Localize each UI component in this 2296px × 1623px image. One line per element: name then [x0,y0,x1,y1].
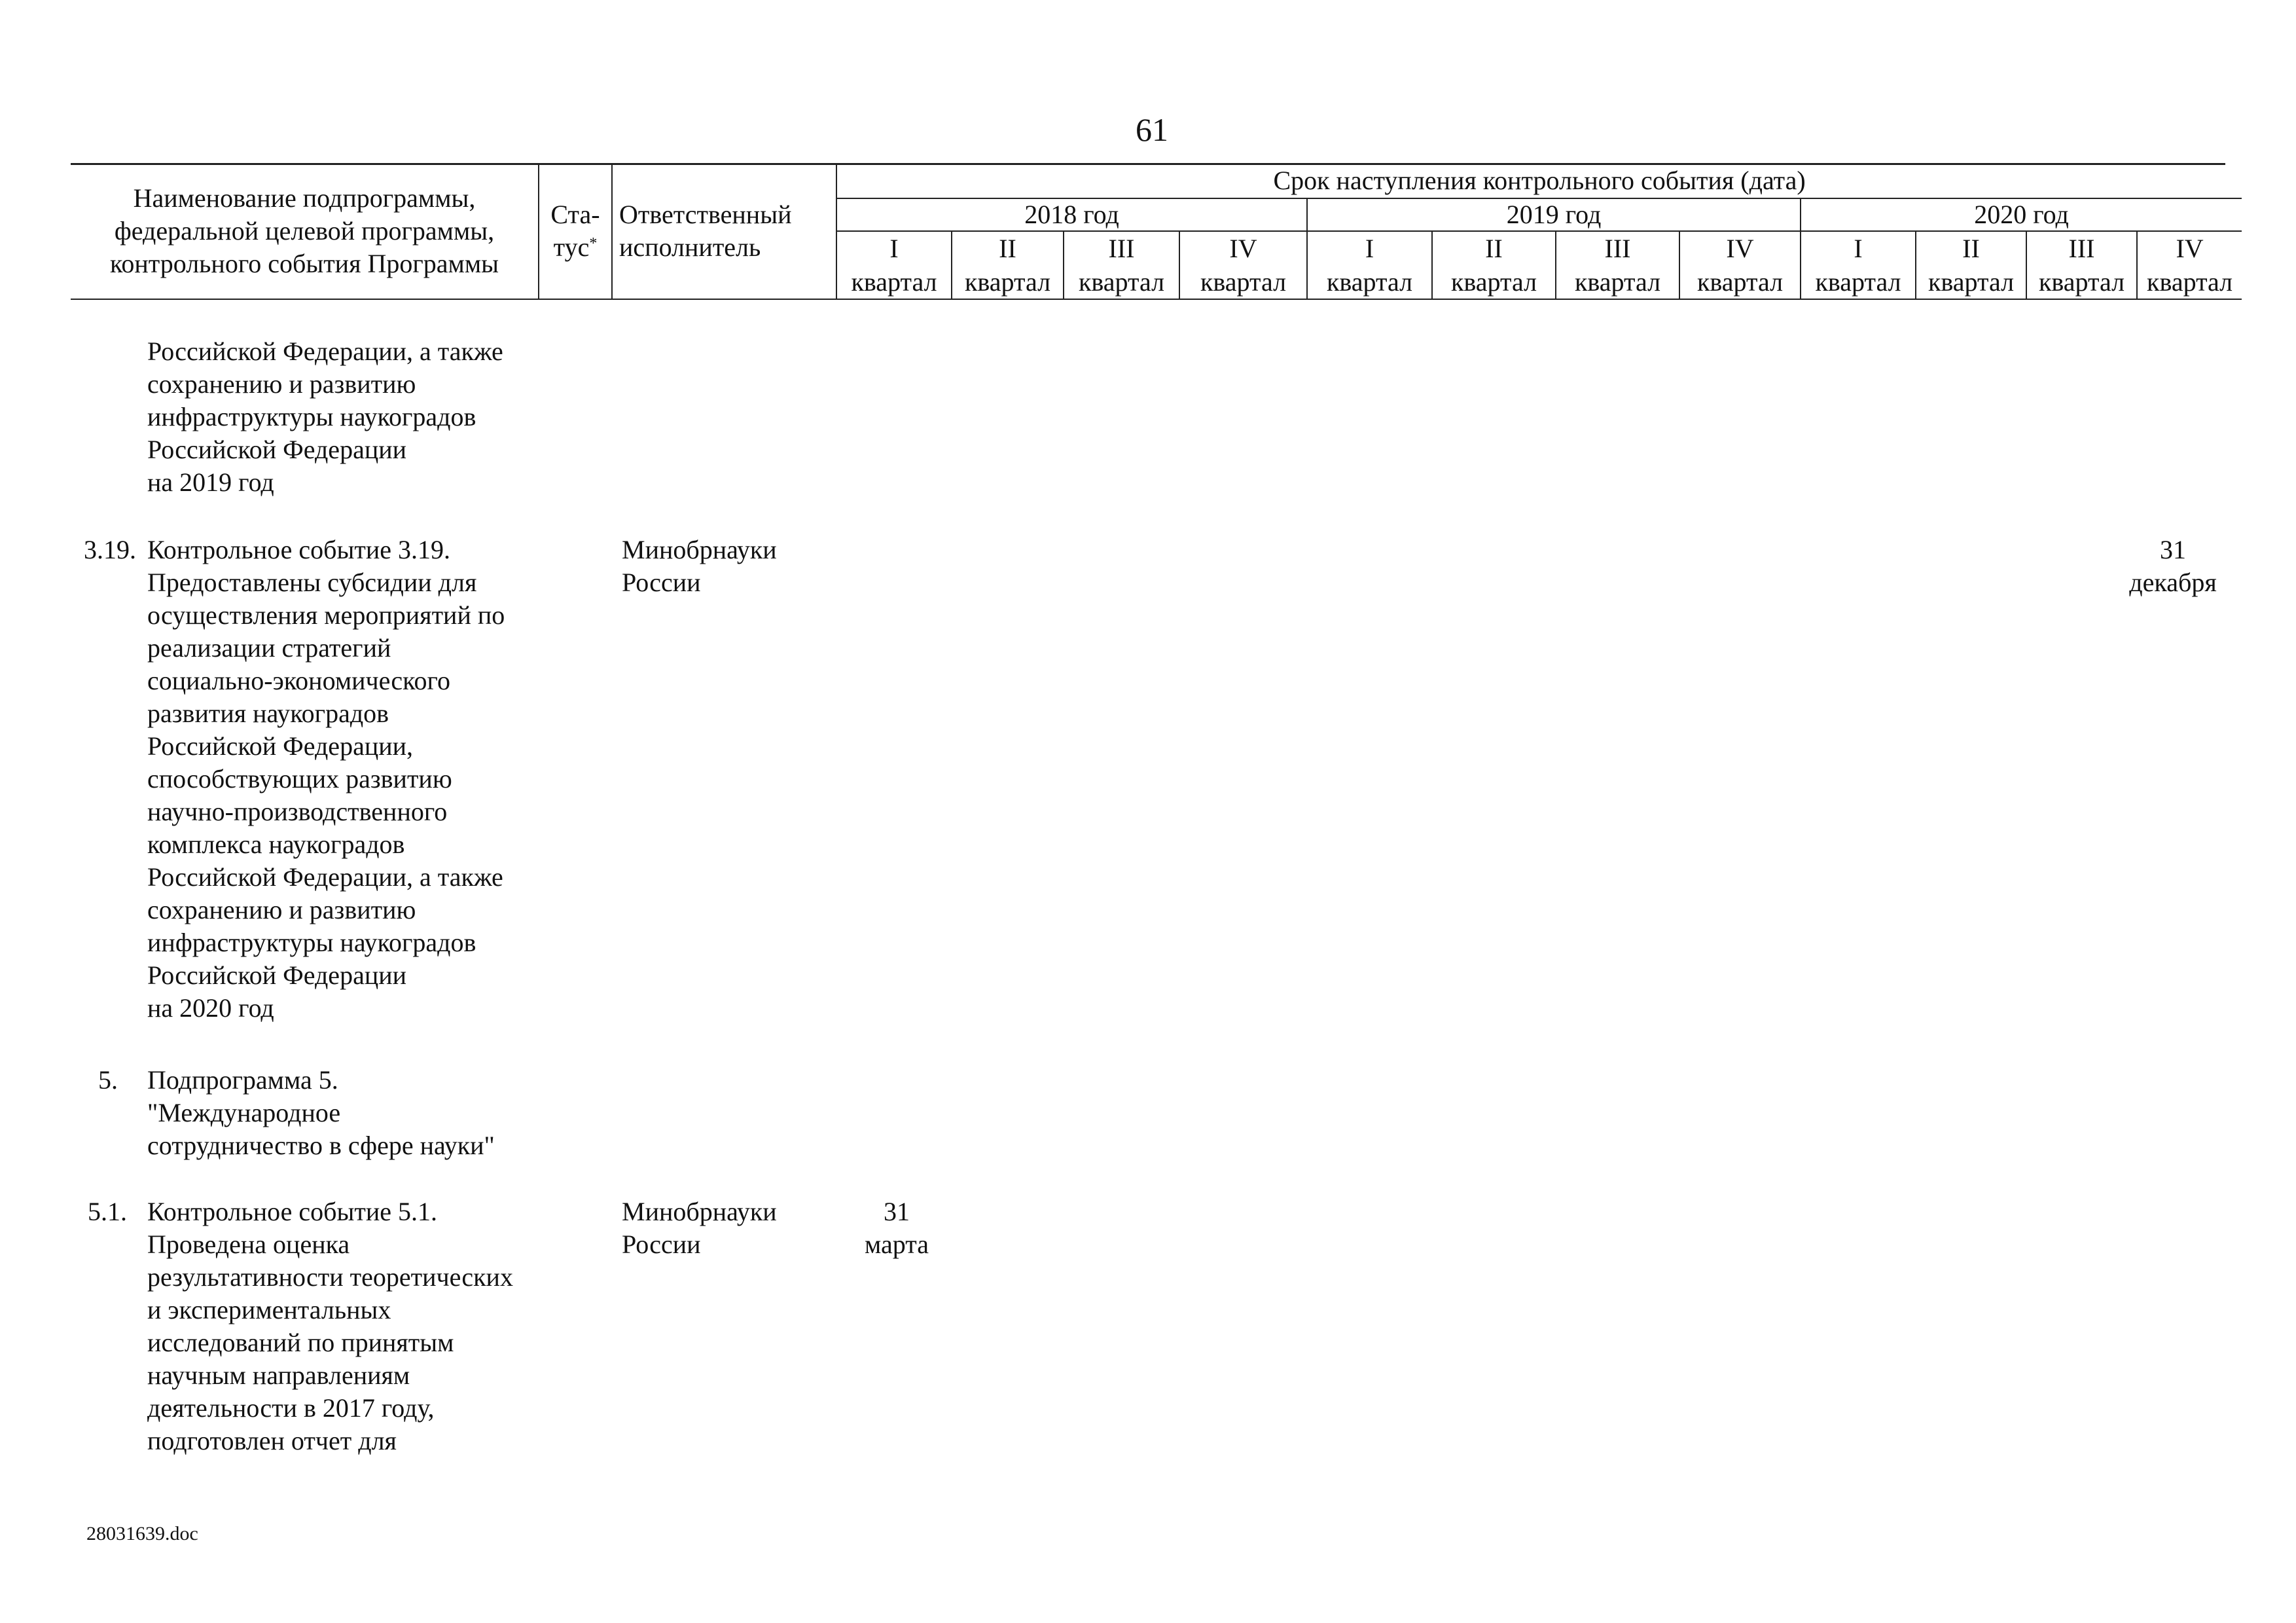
header-name-column-label: Наименование подпрограммы, федеральной целевой программы, контрольного события Программы [109,183,499,278]
header-status-footnote-mark: * [589,235,598,252]
header-executor-column [612,164,836,299]
header-quarter-word: квартал [1556,265,1679,299]
row-number: 5. [98,1065,118,1095]
header-quarter-numeral: IV [1179,231,1307,265]
header-quarter-numeral: III [1556,231,1679,265]
header-quarter-word: квартал [1179,265,1307,299]
header-quarter-word: квартал [1916,265,2026,299]
header-quarter-numeral: III [1064,231,1179,265]
header-quarter-word: квартал [2137,265,2242,299]
header-year-2018: 2018 год [836,198,1307,231]
header-quarter-numeral: II [952,231,1064,265]
header-quarter-numeral: IV [1679,231,1801,265]
row-executor: Минобрнауки России [622,535,777,597]
header-quarter-numeral: II [1432,231,1556,265]
page-number: 61 [1136,111,1168,148]
header-quarter-numeral: I [1307,231,1432,265]
header-quarter-numeral: IV [2137,231,2242,265]
header-quarter-word: квартал [1801,265,1916,299]
header-quarter-word: квартал [952,265,1064,299]
header-quarter-word: квартал [1432,265,1556,299]
row-number: 3.19. [84,535,136,564]
header-name-column [71,164,539,299]
document-footer-filename: 28031639.doc [86,1523,198,1544]
header-quarter-word: квартал [1679,265,1801,299]
row-executor: Минобрнауки России [622,1197,777,1259]
row-name: Подпрограмма 5. "Международное сотрудничество в сфере науки" [147,1065,495,1160]
row-name: Российской Федерации, а также сохранению и развитию инфраструктуры наукоградов Российской Федерации на 2019 год [147,337,503,497]
header-executor-label: Ответственный исполнитель [619,200,792,262]
header-year-2020: 2020 год [1801,198,2242,231]
header-quarter-word: квартал [836,265,952,299]
header-quarter-word: квартал [1064,265,1179,299]
header-deadline-title: Срок наступления контрольного события (дата) [836,164,2242,198]
schedule-table-header [71,164,2242,300]
header-quarter-numeral: II [1916,231,2026,265]
header-quarter-word: квартал [1307,265,1432,299]
header-status-column [539,164,612,299]
row-number: 5.1. [88,1197,127,1226]
header-quarter-word: квартал [2026,265,2137,299]
row-name: Контрольное событие 5.1. Проведена оценка результативности теоретических и экспериментальных исследований по принятым научным направлениям деятельности в 2017 году, подготовлен отчет для [147,1197,513,1455]
header-quarter-numeral: I [1801,231,1916,265]
row-date-2020-q4: 31 декабря [2129,535,2217,597]
row-name: Контрольное событие 3.19. Предоставлены субсидии для осуществления мероприятий по реализации стратегий социально-экономического развития наукоградов Российской Федерации, способствующих развитию научно-производственного комплекса наукоградов Российской Федерации, а также сохранению и развитию инфраструктуры наукоградов Российской Федерации на 2020 год [147,535,505,1023]
header-year-2019: 2019 год [1307,198,1801,231]
row-date-2018-q1: 31 марта [865,1197,929,1259]
header-quarter-numeral: III [2026,231,2137,265]
header-quarter-numeral: I [836,231,952,265]
header-status-label: Ста- тус [550,200,600,262]
